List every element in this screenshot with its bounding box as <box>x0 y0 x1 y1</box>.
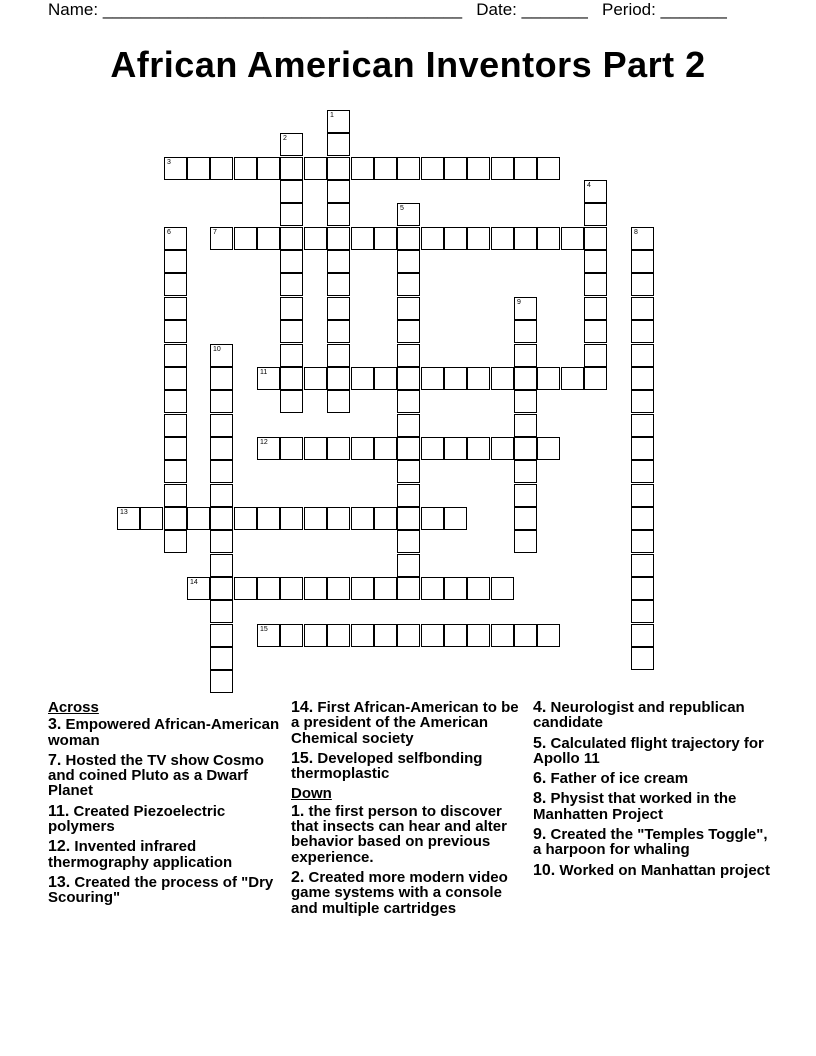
grid-cell[interactable] <box>514 297 537 320</box>
cell-number: 11 <box>260 369 268 376</box>
grid-cell[interactable] <box>444 227 467 250</box>
grid-cell[interactable] <box>280 577 303 600</box>
grid-cell[interactable] <box>584 367 607 390</box>
cell-number: 15 <box>260 626 268 633</box>
clue-number: 10. <box>533 861 556 879</box>
grid-cell[interactable] <box>467 157 490 180</box>
grid-cell[interactable] <box>140 507 163 530</box>
date-blank[interactable]: _______ <box>521 0 588 19</box>
grid-cell[interactable] <box>351 437 374 460</box>
grid-cell[interactable] <box>584 227 607 250</box>
grid-cell[interactable] <box>421 624 444 647</box>
grid-cell[interactable] <box>210 484 233 507</box>
grid-cell[interactable] <box>444 624 467 647</box>
grid-cell[interactable] <box>210 670 233 693</box>
grid-cell[interactable] <box>631 344 654 367</box>
grid-cell[interactable] <box>327 437 350 460</box>
grid-cell[interactable] <box>444 437 467 460</box>
grid-cell[interactable] <box>234 227 257 250</box>
clue-column-1 <box>48 700 283 911</box>
grid-cell[interactable] <box>444 507 467 530</box>
page-title: African American Inventors Part 2 <box>110 44 706 85</box>
grid-cell[interactable] <box>304 367 327 390</box>
clue-text: First African-American to be a president of the American Chemical society <box>291 699 519 747</box>
grid-cell[interactable] <box>514 437 537 460</box>
grid-cell[interactable] <box>397 344 420 367</box>
grid-cell[interactable] <box>210 554 233 577</box>
clue-number: 6. <box>533 770 547 788</box>
grid-cell[interactable] <box>327 110 350 133</box>
grid-cell[interactable] <box>584 320 607 343</box>
grid-cell[interactable] <box>304 157 327 180</box>
grid-cell[interactable] <box>374 507 397 530</box>
grid-cell[interactable] <box>164 414 187 437</box>
grid-cell[interactable] <box>631 600 654 623</box>
across-heading: Across <box>48 699 99 716</box>
grid-cell[interactable] <box>397 203 420 226</box>
grid-cell[interactable] <box>280 250 303 273</box>
grid-cell[interactable] <box>327 320 350 343</box>
grid-cell[interactable] <box>164 320 187 343</box>
clue-number: 13. <box>48 873 71 891</box>
grid-cell[interactable] <box>351 507 374 530</box>
name-label: Name: <box>48 0 99 19</box>
grid-cell[interactable] <box>210 647 233 670</box>
grid-cell[interactable] <box>491 227 514 250</box>
grid-cell[interactable] <box>491 367 514 390</box>
grid-cell[interactable] <box>327 133 350 156</box>
grid-cell[interactable] <box>584 273 607 296</box>
grid-cell[interactable] <box>374 437 397 460</box>
grid-cell[interactable] <box>631 367 654 390</box>
grid-cell[interactable] <box>210 624 233 647</box>
cell-number: 14 <box>190 579 198 586</box>
grid-cell[interactable] <box>327 157 350 180</box>
grid-cell[interactable] <box>280 507 303 530</box>
clue-across-13 <box>48 875 283 906</box>
cell-number: 7 <box>213 229 217 236</box>
grid-cell[interactable] <box>257 157 280 180</box>
clue-text: Physist that worked in the Manhatten Project <box>533 790 737 823</box>
grid-cell[interactable] <box>164 297 187 320</box>
grid-cell[interactable] <box>467 367 490 390</box>
grid-cell[interactable] <box>491 157 514 180</box>
grid-cell[interactable] <box>421 577 444 600</box>
clue-across-11 <box>48 804 283 835</box>
clue-text: Neurologist and republican candidate <box>533 699 745 732</box>
grid-cell[interactable] <box>537 437 560 460</box>
grid-cell[interactable] <box>257 437 280 460</box>
cell-number: 5 <box>400 205 404 212</box>
clue-text: Developed selfbonding thermoplastic <box>291 749 483 783</box>
grid-cell[interactable] <box>327 577 350 600</box>
cell-number: 2 <box>283 135 287 142</box>
grid-cell[interactable] <box>234 577 257 600</box>
grid-cell[interactable] <box>210 577 233 600</box>
clue-number: 1. <box>291 802 305 820</box>
grid-cell[interactable] <box>397 414 420 437</box>
grid-cell[interactable] <box>164 390 187 413</box>
grid-cell[interactable] <box>631 554 654 577</box>
grid-cell[interactable] <box>351 577 374 600</box>
grid-cell[interactable] <box>397 530 420 553</box>
clue-down-6 <box>533 771 778 786</box>
grid-cell[interactable] <box>257 227 280 250</box>
clue-text: Father of ice cream <box>550 770 689 788</box>
grid-cell[interactable] <box>327 507 350 530</box>
grid-cell[interactable] <box>164 484 187 507</box>
grid-cell[interactable] <box>327 624 350 647</box>
grid-cell[interactable] <box>584 297 607 320</box>
clue-column-2 <box>291 700 531 921</box>
grid-cell[interactable] <box>631 507 654 530</box>
cell-number: 9 <box>517 299 521 306</box>
grid-cell[interactable] <box>444 157 467 180</box>
clue-text: Calculated flight trajectory for Apollo 11 <box>533 734 764 767</box>
clue-down-4 <box>533 700 778 731</box>
cell-number: 3 <box>167 159 171 166</box>
clue-text: Created more modern video game systems with a console and multiple cartridges <box>291 868 508 917</box>
grid-cell[interactable] <box>257 624 280 647</box>
grid-cell[interactable] <box>397 437 420 460</box>
clue-text: Created the "Temples Toggle", a harpoon for whaling <box>533 826 768 859</box>
grid-cell[interactable] <box>514 460 537 483</box>
grid-cell[interactable] <box>421 507 444 530</box>
grid-cell[interactable] <box>280 203 303 226</box>
grid-cell[interactable] <box>164 437 187 460</box>
clue-number: 15. <box>291 749 314 767</box>
clue-text: Invented infrared thermography application <box>48 838 233 871</box>
grid-cell[interactable] <box>537 624 560 647</box>
grid-cell[interactable] <box>537 367 560 390</box>
clue-number: 5. <box>533 734 547 752</box>
clue-number: 3. <box>48 716 62 734</box>
grid-cell[interactable] <box>117 507 140 530</box>
grid-cell[interactable] <box>210 157 233 180</box>
clue-number: 8. <box>533 790 547 808</box>
grid-cell[interactable] <box>397 390 420 413</box>
grid-cell[interactable] <box>234 157 257 180</box>
grid-cell[interactable] <box>327 250 350 273</box>
clue-number: 12. <box>48 838 71 856</box>
grid-cell[interactable] <box>421 227 444 250</box>
clue-text: Empowered African-American woman <box>48 716 280 749</box>
grid-cell[interactable] <box>327 273 350 296</box>
grid-cell[interactable] <box>631 320 654 343</box>
clue-number: 9. <box>533 826 547 844</box>
grid-cell[interactable] <box>397 227 420 250</box>
grid-cell[interactable] <box>397 507 420 530</box>
grid-cell[interactable] <box>280 437 303 460</box>
clue-text: Created the process of "Dry Scouring" <box>48 873 274 907</box>
header-fields <box>48 0 727 20</box>
grid-cell[interactable] <box>584 250 607 273</box>
grid-cell[interactable] <box>514 414 537 437</box>
grid-cell[interactable] <box>280 157 303 180</box>
grid-cell[interactable] <box>280 180 303 203</box>
grid-cell[interactable] <box>561 367 584 390</box>
grid-cell[interactable] <box>467 227 490 250</box>
grid-cell[interactable] <box>491 437 514 460</box>
grid-cell[interactable] <box>304 507 327 530</box>
grid-cell[interactable] <box>280 273 303 296</box>
grid-cell[interactable] <box>584 203 607 226</box>
grid-cell[interactable] <box>467 437 490 460</box>
clue-column-3 <box>533 700 778 883</box>
grid-cell[interactable] <box>257 577 280 600</box>
grid-cell[interactable] <box>631 484 654 507</box>
grid-cell[interactable] <box>280 367 303 390</box>
grid-cell[interactable] <box>327 180 350 203</box>
grid-cell[interactable] <box>631 390 654 413</box>
grid-cell[interactable] <box>327 367 350 390</box>
grid-cell[interactable] <box>164 344 187 367</box>
grid-cell[interactable] <box>280 390 303 413</box>
clue-number: 14. <box>291 699 314 716</box>
grid-cell[interactable] <box>397 484 420 507</box>
grid-cell[interactable] <box>304 437 327 460</box>
grid-cell[interactable] <box>164 250 187 273</box>
grid-cell[interactable] <box>397 554 420 577</box>
grid-cell[interactable] <box>397 577 420 600</box>
grid-cell[interactable] <box>210 390 233 413</box>
period-label: Period: <box>602 0 656 19</box>
grid-cell[interactable] <box>491 624 514 647</box>
grid-cell[interactable] <box>210 414 233 437</box>
period-blank[interactable]: _______ <box>660 0 727 19</box>
grid-cell[interactable] <box>210 437 233 460</box>
grid-cell[interactable] <box>421 157 444 180</box>
grid-cell[interactable] <box>327 390 350 413</box>
grid-cell[interactable] <box>327 203 350 226</box>
grid-cell[interactable] <box>537 227 560 250</box>
grid-cell[interactable] <box>210 507 233 530</box>
grid-cell[interactable] <box>584 344 607 367</box>
clue-number: 7. <box>48 751 62 769</box>
clue-text: Created Piezoelectric polymers <box>48 802 226 836</box>
grid-cell[interactable] <box>164 227 187 250</box>
clue-down-5 <box>533 736 778 767</box>
grid-cell[interactable] <box>397 460 420 483</box>
grid-cell[interactable] <box>514 344 537 367</box>
clue-across-7 <box>48 753 283 799</box>
grid-cell[interactable] <box>164 157 187 180</box>
grid-cell[interactable] <box>164 273 187 296</box>
grid-cell[interactable] <box>280 320 303 343</box>
grid-cell[interactable] <box>210 227 233 250</box>
down-heading: Down <box>291 785 332 803</box>
grid-cell[interactable] <box>187 507 210 530</box>
grid-cell[interactable] <box>514 507 537 530</box>
clue-down-2 <box>291 870 531 916</box>
grid-cell[interactable] <box>514 367 537 390</box>
grid-cell[interactable] <box>631 577 654 600</box>
grid-cell[interactable] <box>397 320 420 343</box>
grid-cell[interactable] <box>327 227 350 250</box>
grid-cell[interactable] <box>210 344 233 367</box>
grid-cell[interactable] <box>537 157 560 180</box>
clue-text: the first person to discover that insects can hear and alter behavior based on previous experience. <box>291 802 507 866</box>
grid-cell[interactable] <box>514 320 537 343</box>
grid-cell[interactable] <box>304 624 327 647</box>
grid-cell[interactable] <box>210 367 233 390</box>
grid-cell[interactable] <box>210 460 233 483</box>
grid-cell[interactable] <box>514 624 537 647</box>
clue-down-8 <box>533 791 778 822</box>
grid-cell[interactable] <box>280 624 303 647</box>
grid-cell[interactable] <box>397 297 420 320</box>
cell-number: 8 <box>634 229 638 236</box>
clue-across-12 <box>48 839 283 870</box>
grid-cell[interactable] <box>210 600 233 623</box>
grid-cell[interactable] <box>280 133 303 156</box>
cell-number: 4 <box>587 182 591 189</box>
cell-number: 12 <box>260 439 268 446</box>
grid-cell[interactable] <box>467 577 490 600</box>
clue-across-15 <box>291 751 531 782</box>
grid-cell[interactable] <box>631 297 654 320</box>
grid-cell[interactable] <box>280 297 303 320</box>
grid-cell[interactable] <box>561 227 584 250</box>
clue-text: Worked on Manhattan project <box>559 861 770 879</box>
grid-cell[interactable] <box>327 297 350 320</box>
grid-cell[interactable] <box>631 647 654 670</box>
grid-cell[interactable] <box>327 344 350 367</box>
grid-cell[interactable] <box>164 507 187 530</box>
grid-cell[interactable] <box>304 227 327 250</box>
grid-cell[interactable] <box>631 227 654 250</box>
clue-down-10 <box>533 863 778 878</box>
grid-cell[interactable] <box>351 367 374 390</box>
grid-cell[interactable] <box>631 460 654 483</box>
name-blank[interactable]: ______________________________________ <box>102 0 463 19</box>
cell-number: 13 <box>120 509 128 516</box>
grid-cell[interactable] <box>514 157 537 180</box>
grid-cell[interactable] <box>631 530 654 553</box>
grid-cell[interactable] <box>467 624 490 647</box>
clue-down-9 <box>533 827 778 858</box>
grid-cell[interactable] <box>631 273 654 296</box>
grid-cell[interactable] <box>351 227 374 250</box>
grid-cell[interactable] <box>397 367 420 390</box>
grid-cell[interactable] <box>421 367 444 390</box>
clue-down-1 <box>291 804 531 865</box>
grid-cell[interactable] <box>164 530 187 553</box>
grid-cell[interactable] <box>374 227 397 250</box>
grid-cell[interactable] <box>444 367 467 390</box>
grid-cell[interactable] <box>164 367 187 390</box>
grid-cell[interactable] <box>397 273 420 296</box>
grid-cell[interactable] <box>514 530 537 553</box>
clue-across-14 <box>291 700 531 746</box>
clue-number: 2. <box>291 868 305 886</box>
cell-number: 1 <box>330 112 334 119</box>
cell-number: 6 <box>167 229 171 236</box>
grid-cell[interactable] <box>374 624 397 647</box>
grid-cell[interactable] <box>187 157 210 180</box>
grid-cell[interactable] <box>514 390 537 413</box>
grid-cell[interactable] <box>444 577 467 600</box>
clue-number: 4. <box>533 699 547 716</box>
grid-cell[interactable] <box>187 577 210 600</box>
grid-cell[interactable] <box>631 624 654 647</box>
grid-cell[interactable] <box>210 530 233 553</box>
clue-text: Hosted the TV show Cosmo and coined Pluto as a Dwarf Planet <box>48 751 264 800</box>
grid-cell[interactable] <box>351 157 374 180</box>
date-label: Date: <box>476 0 517 19</box>
grid-cell[interactable] <box>397 250 420 273</box>
grid-cell[interactable] <box>234 507 257 530</box>
grid-cell[interactable] <box>304 577 327 600</box>
grid-cell[interactable] <box>514 484 537 507</box>
grid-cell[interactable] <box>631 250 654 273</box>
clue-across-3 <box>48 717 283 748</box>
grid-cell[interactable] <box>257 507 280 530</box>
grid-cell[interactable] <box>631 414 654 437</box>
grid-cell[interactable] <box>374 157 397 180</box>
grid-cell[interactable] <box>514 227 537 250</box>
grid-cell[interactable] <box>397 157 420 180</box>
grid-cell[interactable] <box>280 227 303 250</box>
grid-cell[interactable] <box>421 437 444 460</box>
grid-cell[interactable] <box>584 180 607 203</box>
grid-cell[interactable] <box>491 577 514 600</box>
clue-number: 11. <box>48 802 70 820</box>
grid-cell[interactable] <box>374 367 397 390</box>
grid-cell[interactable] <box>374 577 397 600</box>
cell-number: 10 <box>213 346 221 353</box>
grid-cell[interactable] <box>257 367 280 390</box>
grid-cell[interactable] <box>280 344 303 367</box>
grid-cell[interactable] <box>351 624 374 647</box>
grid-cell[interactable] <box>397 624 420 647</box>
grid-cell[interactable] <box>164 460 187 483</box>
grid-cell[interactable] <box>631 437 654 460</box>
